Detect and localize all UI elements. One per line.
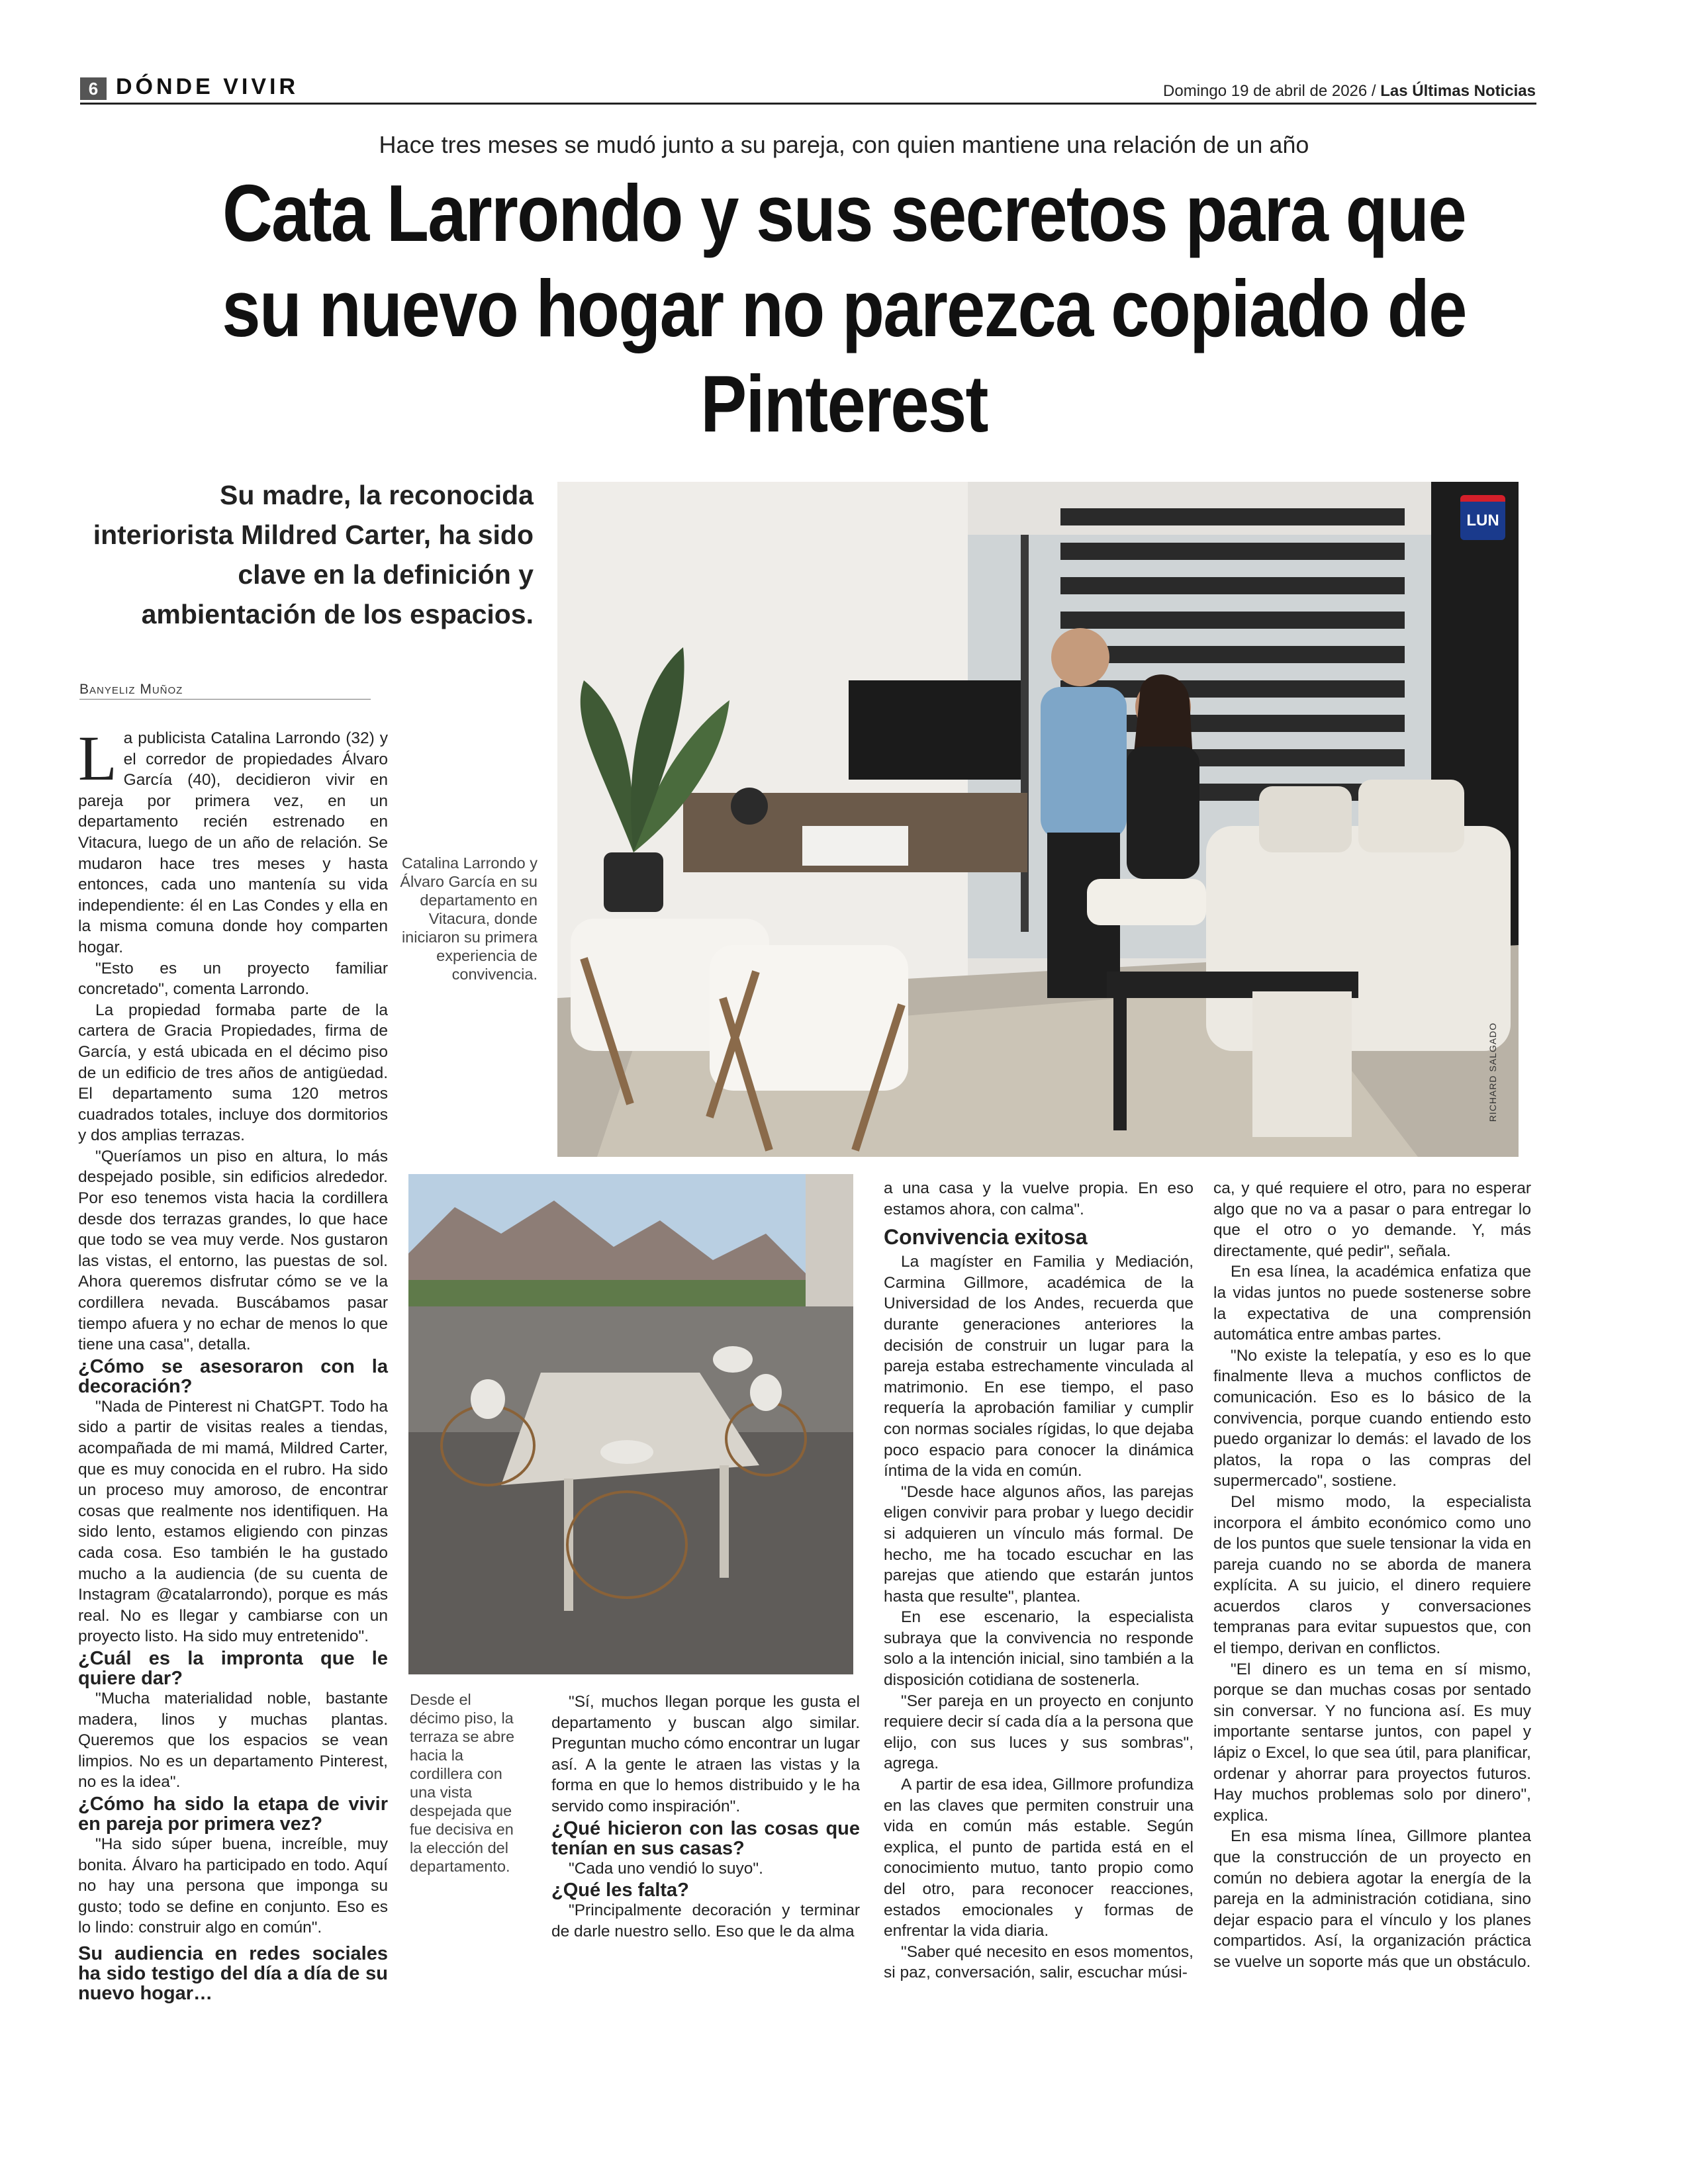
paragraph: a publicista Catalina Larrondo (32) y el corredor de propiedades Álvaro García (40), decidieron vivir en pareja por primera vez, en un departamento recién estrenado en Vitacura, luego de un año de relación. Se mudaron hace tres meses y hasta entonces, cada uno mantenía su vida independiente: él en Las Condes y ella en la misma comuna donde hoy comparten hogar. xyxy=(78,729,388,956)
paragraph: "Principalmente decoración y terminar de darle nuestro sello. Eso que le da alma xyxy=(551,1901,860,1940)
paragraph: En esa línea, la académica enfatiza que la vidas juntos no puede sostenerse sobre la expectativa de una comprensión automática entre ambas partes. xyxy=(1213,1263,1531,1344)
terrace-photo xyxy=(408,1174,853,1674)
article-column-2 xyxy=(551,1692,860,1942)
paragraph: "Ha sido súper buena, increíble, muy bonita. Álvaro ha participado en todo. Aquí no hay una persona que imponga su gusto; todo se define en conjunto. Eso es lo lindo: construir algo en común". xyxy=(78,1835,388,1937)
main-photo xyxy=(557,482,1519,1157)
photo-credit: RICHARD SALGADO xyxy=(1487,1022,1498,1122)
paragraph: "Sí, muchos llegan porque les gusta el departamento y buscan algo similar. Preguntan mucho cómo encontrar un lugar así. A la gente le atraen las vistas y la forma en que lo hemos distribuido y le ha servido como inspiración". xyxy=(551,1693,860,1815)
paragraph: "Ser pareja en un proyecto en conjunto requiere decir sí cada día a la persona que elijo, con sus luces y sus sombras", agrega. xyxy=(884,1692,1194,1773)
interview-question: ¿Cuál es la impronta que le quiere dar? xyxy=(78,1647,388,1689)
interview-question: ¿Cómo ha sido la etapa de vivir en pareja por primera vez? xyxy=(78,1793,388,1835)
article-deck: Su madre, la reconocida interiorista Mildred Carter, ha sido clave en la definición y ambientación de los espacios. xyxy=(93,480,534,629)
paragraph: Del mismo modo, la especialista incorpora el ámbito económico como uno de los puntos que suele tensionar la vida en pareja cuando no se aborda de manera explícita. A su juicio, el dinero requiere acuerdos claros y conversaciones tempranas para evitar supuestos que, con el tiempo, derivan en conflictos. xyxy=(1213,1492,1531,1658)
article-headline: Cata Larrondo y sus secretos para que su nuevo hogar no parezca copiado de Pinterest xyxy=(222,168,1466,449)
terrace-illustration xyxy=(408,1174,853,1674)
page-number: 6 xyxy=(80,77,107,100)
paragraph: "Mucha materialidad noble, bastante madera, linos y muchas plantas. Queremos que los espacios se vean limpios. No es un departamento Pinterest, no es la idea". xyxy=(78,1689,388,1792)
interview-question: ¿Qué hicieron con las cosas que tenían en sus casas? xyxy=(551,1817,860,1859)
interview-question: ¿Cómo se asesoraron con la decoración? xyxy=(78,1355,388,1397)
interview-question: ¿Qué les falta? xyxy=(551,1880,689,1901)
paragraph: A partir de esa idea, Gillmore profundiza en las claves que permiten construir una vida en común más estable. Según explica, el punto de partida está en el conocimiento mutuo, tanto propio como del otro, para reconocer reacciones, estados emocionales y formas de enfrentar la vida diaria. xyxy=(884,1776,1194,1940)
paragraph: ca, y qué requiere el otro, para no esperar algo que no va a pasar o para entregar lo que el otro o yo demande. Y, más directamente, qué pedir", señala. xyxy=(1213,1179,1531,1260)
paragraph: "Queríamos un piso en altura, lo más despejado posible, sin edificios alrededor. Por eso tenemos vista hacia la cordillera desde dos terrazas grandes, lo que hace que todo se vea muy verde. Nos gustaron las vistas, el entorno, las puestas de sol. Ahora queremos disfrutar cómo se ve la cordillera nevada. Buscábamos pasar tiempo afuera y no echar de menos lo que tiene una casa", detalla. xyxy=(78,1147,388,1354)
terrace-photo-caption: Desde el décimo piso, la terraza se abre hacia la cordillera con una vista despejada que fue decisiva en la elección del departamento. xyxy=(410,1691,515,1875)
paragraph: "Nada de Pinterest ni ChatGPT. Todo ha sido a partir de visitas reales a tiendas, acompañada de mi mamá, Mildred Carter, que es muy conocida en el rubro. Ha sido un proceso muy amoroso, de encontrar cosas que realmente nos identifiquen. Ha sido lento, estamos eligiendo con pinzas cada cosa. Eso también le ha gustado mucho a la audiencia (de su cuenta de Instagram @catalarrondo), porque es más real. No es llegar y cambiarse con un proyecto listo. Ha sido muy entretenido". xyxy=(78,1397,388,1646)
publication-name: Las Últimas Noticias xyxy=(1380,82,1536,100)
paragraph: "Saber qué necesito en esos momentos, si paz, conversación, salir, escuchar músi- xyxy=(884,1942,1194,1982)
article-kicker: Hace tres meses se mudó junto a su pareja, con quien mantiene una relación de un año xyxy=(379,131,1309,158)
dateline xyxy=(1163,82,1536,101)
article-column-3 xyxy=(884,1178,1194,1983)
paragraph: "Cada uno vendió lo suyo". xyxy=(569,1859,763,1878)
drop-cap: L xyxy=(78,723,117,794)
subheading: Convivencia exitosa xyxy=(884,1225,1088,1250)
main-photo-caption: Catalina Larrondo y Álvaro García en su departamento en Vitacura, donde iniciaron su primera experiencia de convivencia. xyxy=(400,854,538,983)
article-column-4 xyxy=(1213,1178,1531,1973)
paragraph: "El dinero es un tema en sí mismo, porque se dan muchas cosas por sentado sin conversar. Y no funciona así. Es muy importante sentarse juntos, con papel y lápiz o Excel, lo que sea útil, para planificar, ordenar y ahorrar para proyectos futuros. Hay muchos problemas solo por dinero", explica. xyxy=(1213,1660,1531,1825)
paragraph: a una casa y la vuelve propia. En eso estamos ahora, con calma". xyxy=(884,1179,1194,1218)
byline: Banyeliz Muñoz xyxy=(79,682,183,697)
section-title: DÓNDE VIVIR xyxy=(116,74,299,99)
interview-question: Su audiencia en redes sociales ha sido testigo del día a día de su nuevo hogar… xyxy=(78,1942,388,2004)
paragraph: "Desde hace algunos años, las parejas eligen convivir para probar y luego decidir si adquieren un vínculo más formal. De hecho, me ha tocado escuchar en las parejas que atiendo que estarán juntos hasta que resulte", plantea. xyxy=(884,1482,1194,1606)
living-room-illustration xyxy=(557,482,1519,1157)
dateline-separator: / xyxy=(1371,82,1376,100)
paragraph: En ese escenario, la especialista subraya que la convivencia no responde solo a la intención inicial, sino también a la disposición cotidiana de sostenerla. xyxy=(884,1608,1194,1690)
article-column-1 xyxy=(78,723,388,2004)
paragraph: "No existe la telepatía, y eso es lo que finalmente lleva a muchos conflictos de comunicación. Eso es lo básico de la convivencia, porque cuando entiendo esto puedo organizar lo demás: el lavado de los platos, la ropa o las compras del supermercado", sostiene. xyxy=(1213,1346,1531,1490)
paragraph: "Esto es un proyecto familiar concretado", comenta Larrondo. xyxy=(78,959,388,999)
issue-date: Domingo 19 de abril de 2026 xyxy=(1163,82,1368,100)
lun-logo: LUN xyxy=(1460,495,1505,540)
byline-rule xyxy=(79,699,371,700)
header-rule xyxy=(80,103,1536,105)
paragraph: En esa misma línea, Gillmore plantea que la construcción de un proyecto en común no debiera agotar la energía de la pareja en la administración cotidiana, sino dejar espacio para el vínculo y los planes compartidos. Así, la organización práctica se vuelve un soporte más que un obstáculo. xyxy=(1213,1827,1531,1971)
paragraph: La magíster en Familia y Mediación, Carmina Gillmore, académica de la Universidad de los Andes, recuerda que durante generaciones anteriores la decisión de construir un lugar para la pareja estaba estrechamente vinculada al matrimonio. En ese tiempo, el paso requería la aprobación familiar y cumplir con normas sociales rígidas, lo que dejaba poco espacio para conocer la dinámica íntima de la vida en común. xyxy=(884,1253,1194,1480)
paragraph: La propiedad formaba parte de la cartera de Gracia Propiedades, firma de García, y está ubicada en el décimo piso de un edificio de tres años de antigüedad. El departamento suma 120 metros cuadrados totales, incluye dos dormitorios y dos amplias terrazas. xyxy=(78,1001,388,1145)
